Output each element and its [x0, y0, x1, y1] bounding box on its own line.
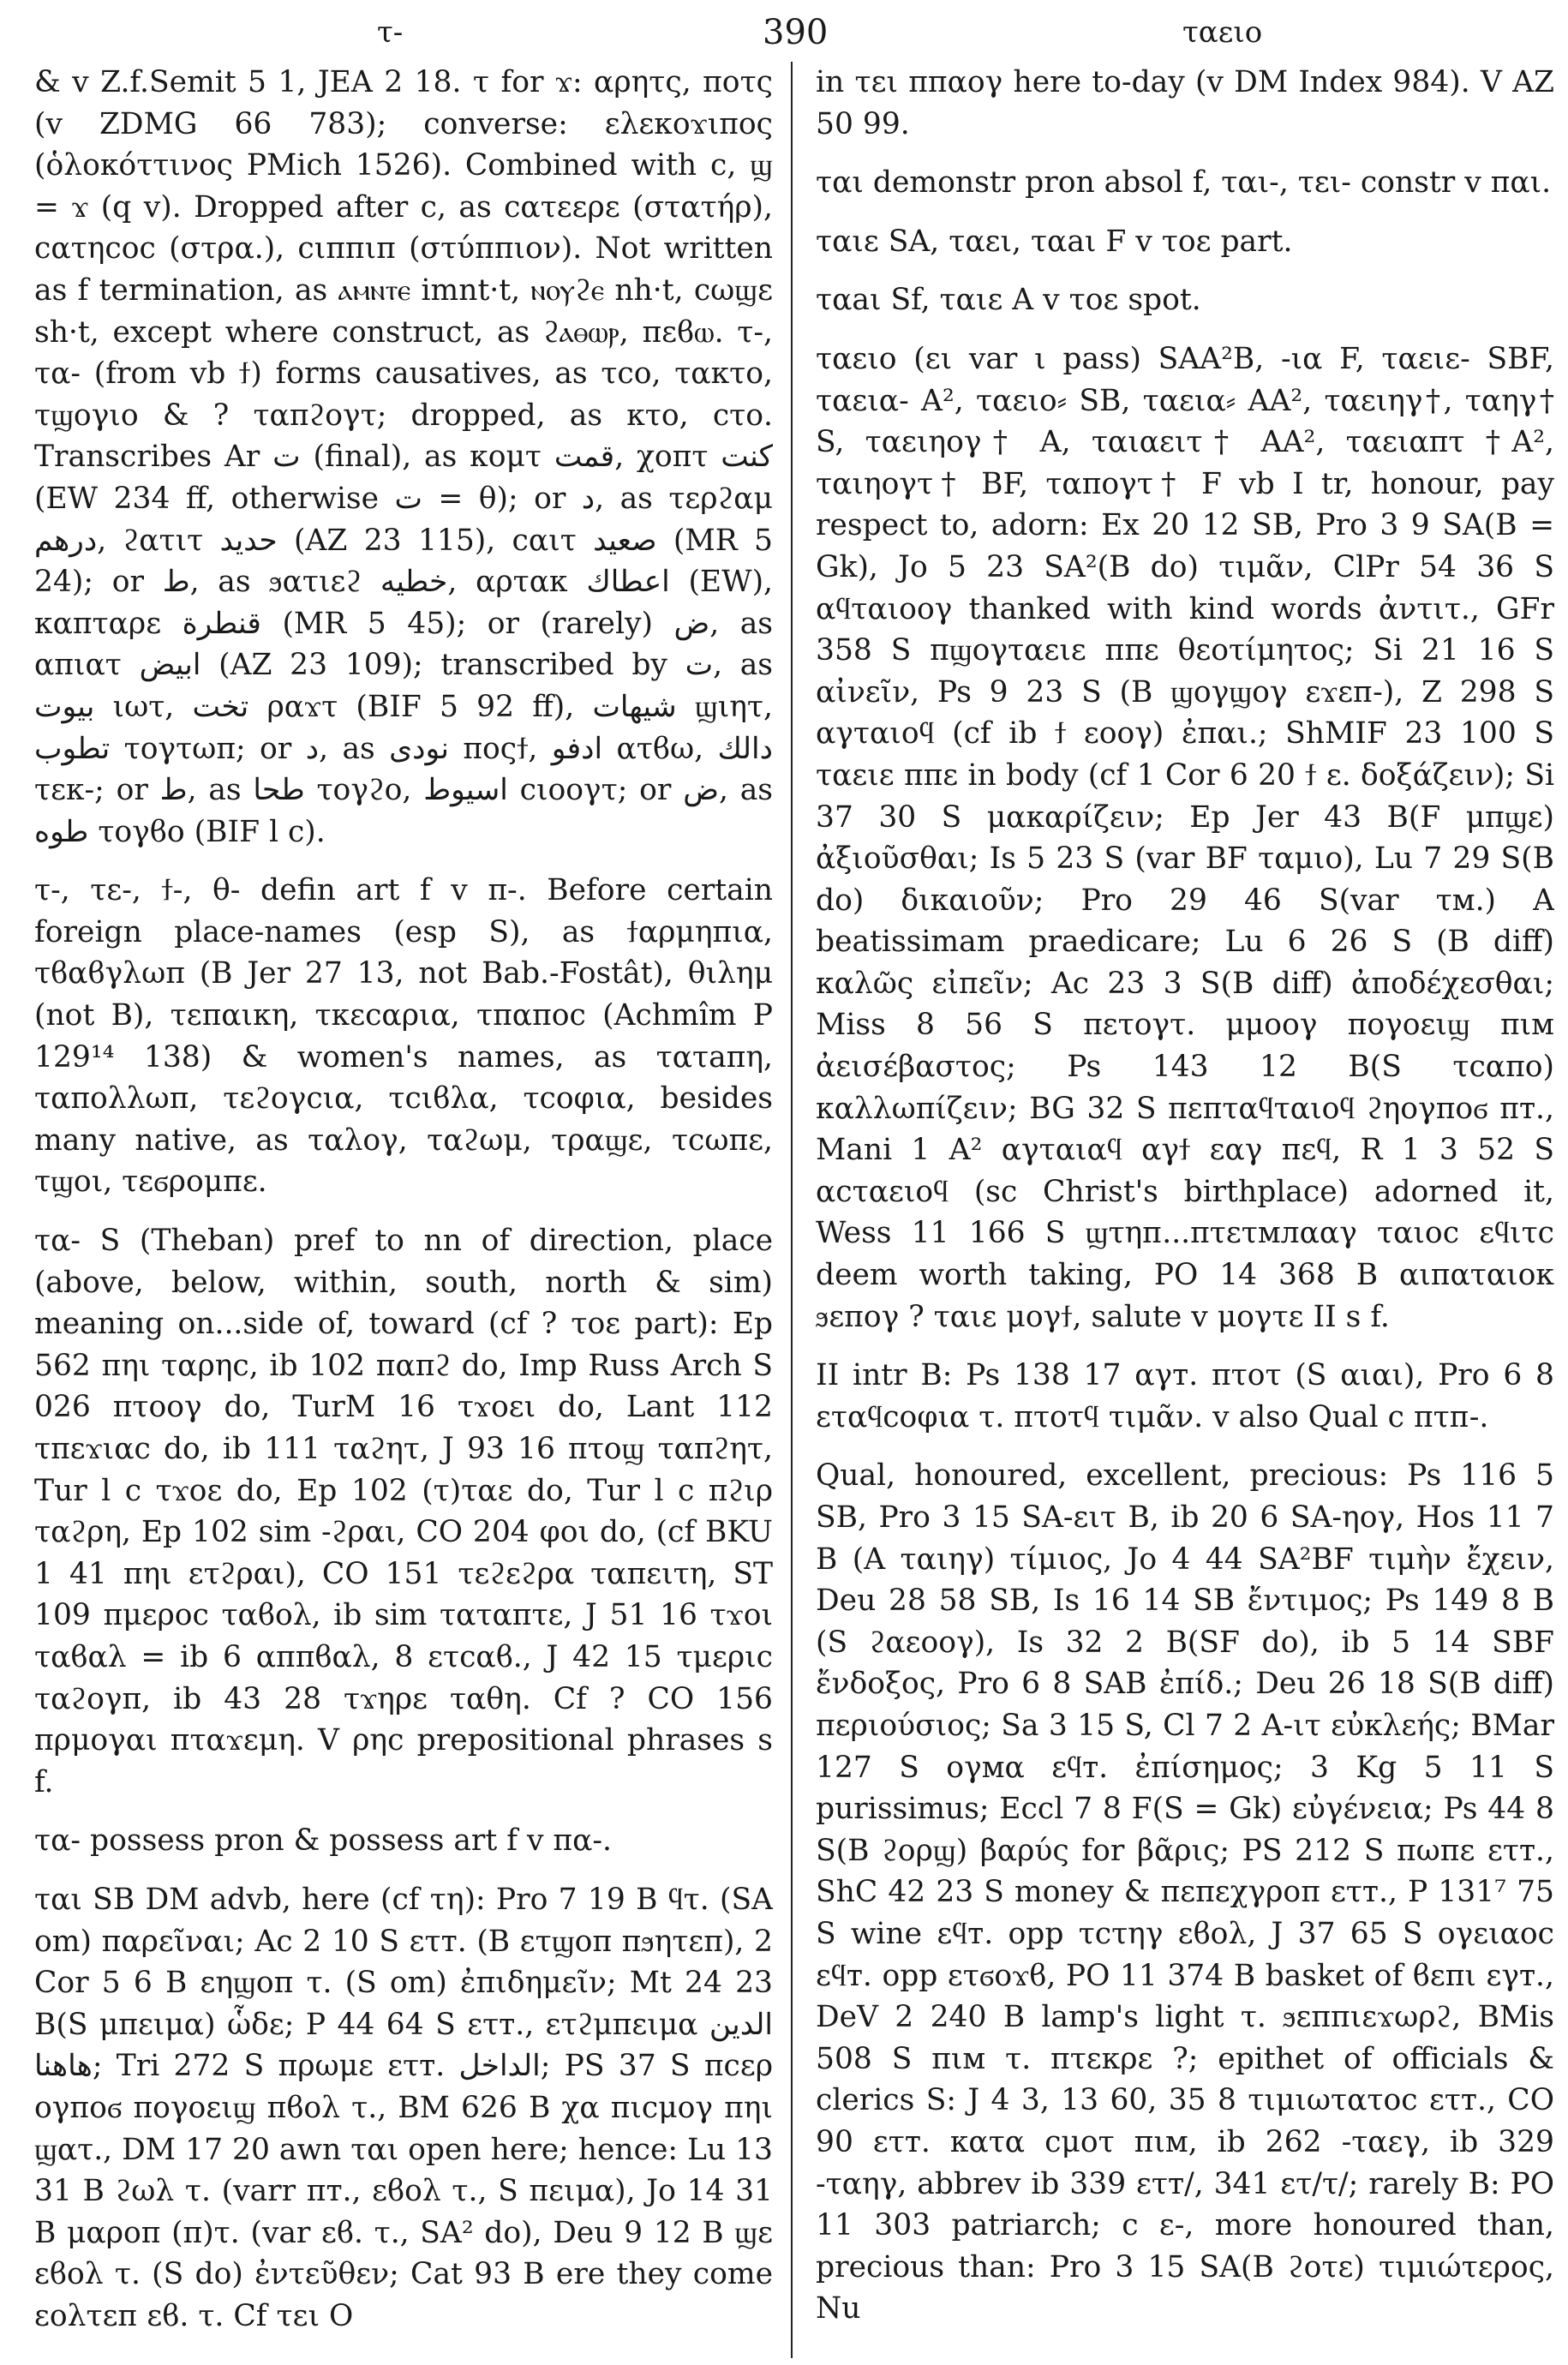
entry-paragraph: ταειο (ει var ι pass) SAA²B, -ια F, ταειε- SBF, ταεια- A², ταειο⸗ SB, ταεια⸗ AA², ταειηγ†, ταηγ† S, ταειηογ† A, ταιαειτ† AA², ταειαπτ †A², ταιηογτ† BF, ταπογτ† F vb I tr, honour, pay respect to, adorn: Ex 20 12 SB, Pro 3 9 SA(B = Gk), Jo 5 23 SA²(B do) τιμᾶν, ClPr 54 36 S αϥταιοογ thanked with kind words ἀντιτ., GFr 358 S πϣογταειε ππε θεοτίμητος; Si 21 16 S αἰνεῖν, Ps 9 23 S (B ϣογϣογ εϫεп-), Z 298 S αγταιοϥ (cf ib ϯ εοογ) ἐπαι.; ShMIF 23 100 S ταειε ππε in body (cf 1 Cor 6 20 ϯ ε. δοξάζειν); Si 37 30 S μακαρίζειν; Ep Jer 43 B(F μπϣε) ἀξιοῦσθαι; Is 5 23 S (var BF ταμιο), Lu 7 29 S(B do) δικαιοῦν; Pro 29 46 S(var τм.) A beatissimam praedicare; Lu 6 26 S (B diff) καλῶς εἰπεῖν; Ac 23 3 S(B diff) ἀποδέχεσθαι; Miss 8 56 S πετογτ. μμοογ πογοειϣ πιм ἀεισέβαστος; Ps 143 12 B(S τcαπο) καλλωπίζειν; BG 32 S πεπταϥταιοϥ ϩηογποϭ πт., Mani 1 A² αγταιαϥ αγϯ εαγ πεϥ, R 1 3 52 S αcταειοϥ (sc Christ's birthplace) adorned it, Wess 11 166 S ϣτηп...πτετмлααγ ταιοc εϥιτc deem worth taking, PO 14 368 B αιπαταιοκ ϧεπογ ? ταιε μογϯ, salute v μογτε II s f. [816, 341, 1554, 1334]
right-column [816, 62, 1554, 2358]
running-head [34, 9, 1534, 57]
header-right-entry: ταειο [1182, 15, 1263, 50]
entry-paragraph: & v Z.f.Semit 5 1, JEA 2 18. τ for ϫ: αρητς, ποτς (v ZDMG 66 783); converse: ελεκοϫιπος (ὁλοκόττινος PMich 1526). Combined with c, ϣ = ϫ (q v). Dropped after c, as cατεερε (στατήρ), cατηcοc (στρα.), cιππιπ (στύππιον). Not written as f termination, as ⲁⲙⲛⲧⲉ imnt·t, ⲛⲟⲩϩⲉ nh·t, cωϣε sh·t, except where construct, as ϩⲁⲑⲱⲣ, πεϐⲱ. τ-, τα- (from vb ϯ) forms causatives, as τcο, τακτο, τϣογιο & ? ταπϩογτ; dropped, as κτο, cτο. Transcribes Ar ت (final), as κομτ قمت, χοπτ كنت (EW 234 ff, otherwise ت = θ); or د, as τερϩαμ درهم, ϩατιτ حديد (AZ 23 115), cαιτ صعيد (MR 5 24); or ط, as ϧατιεϩ خطيه, αρτακ اعطاك (EW), καπταρε قنطرة (MR 5 45); or (rarely) ض, as απιατ ابيض (AZ 23 109); transcribed by ت, as بيوت ιωτ, تخت ραϫτ (BIF 5 92 ff), شيهات ϣιητ, تطوب τογτωπ; or د, as نودى ποςϯ, ادفو ατϐω, دالك τεκ-; or ط, as طحا τογϩο, اسيوط cιοογτ; or ض, as طوه τογϐο (BIF l c). [34, 65, 773, 849]
entry-paragraph: II intr B: Ps 138 17 αγт. πτοτ (S αιαι), Pro 6 8 εταϥcοφια τ. πτοτϥ τιμᾶν. v also Qual c πτп-. [816, 1358, 1554, 1434]
entry-paragraph: τα- S (Theban) pref to nn of direction, place (above, below, within, south, north & sim) meaning on...side of, toward (cf ? τοε part): Ep 562 πηι ταρηc, ib 102 παπϩ do, Imp Russ Arch S 026 πτοογ do, TurM 16 τϫοει do, Lant 112 τπεϫιαc do, ib 111 ταϩητ, J 93 16 πτοϣ ταπϩητ, Tur l c τϫοε do, Ep 102 (τ)ταε do, Tur l c πϩιρ ταϩρη, Ep 102 sim -ϩραι, CO 204 φοι do, (cf BKU 1 41 πηι ετϩραι), CO 151 τεϩεϩρα ταπειτη, ST 109 πμεροc ταϐολ, ib sim ταταπτε, J 51 16 τϫοι ταϐαλ = ib 6 αππϐαλ, 8 ετcαϐ., J 42 15 τμεριc ταϩογπ, ib 43 28 τϫηρε ταθη. Cf ? CO 156 πρμογαι πταϫεμη. V ρηc prepositional phrases s f. [34, 1224, 773, 1799]
entry-paragraph: ται SB DM advb, here (cf τη): Pro 7 19 B ϥτ. (SA om) παρεῖναι; Ac 2 10 S ετт. (B ετϣοπ πϧητεπ), 2 Cor 5 6 B εηϣοπ τ. (S om) ἐπιδημεῖν; Mt 24 23 B(S μπειμα) ὧδε; P 44 64 S ετт., ετϩμπειμα الدين هاهنا; Tri 272 S πρωμε ετт. الداخل; PS 37 S πcερ ογποϭ πογοειϣ πϐολ τ., BM 626 B χα πιcμογ πηι ϣατ., DM 17 20 awn ται open here; hence: Lu 13 31 B ϩωλ τ. (varr πт., εϐολ τ., S πειμα), Jo 14 31 B μαροπ (π)τ. (var εϐ. τ., SA² do), Deu 9 12 B ϣε εϐολ τ. (S do) ἐντεῦθεν; Cat 93 B ere they come εολτεп εϐ. τ. Cf τει O [34, 1882, 773, 2333]
entry-paragraph: τ-, τε-, ϯ-, θ- defin art f v π-. Before certain foreign place-names (esp S), as ϯαρμηπια, τϐαϐγλωπ (B Jer 27 13, not Bab.-Fostât), θιλημ (not B), τεπαικη, τκεcαρια, τπαποc (Achmîm P 129¹⁴ 138) & women's names, as τατаπη, ταπολλωπ, τεϩογcια, τcιϐλα, τcοφια, besides many native, as ταλογ, ταϩωμ, τραϣε, τcωπε, τϣοι, τεϭρομπε. [34, 873, 773, 1200]
entry-paragraph: ταаι Sf, ταιε A v τοε spot. [816, 283, 1201, 318]
left-column [34, 62, 773, 2358]
entry-paragraph: Qual, honoured, excellent, precious: Ps 116 5 SB, Pro 3 15 SA-ειτ B, ib 20 6 SA-ηογ, Hos 11 7 B (A ταιηγ) τίμιος, Jo 4 44 SA²BF τιμὴν ἔχειν, Deu 28 58 SB, Is 16 14 SB ἔντιμος; Ps 149 8 B (S ϩαεοογ), Is 32 2 B(SF do), ib 5 14 SBF ἔνδοξος, Pro 6 8 SAB ἐπίδ.; Deu 26 18 S(B diff) περιούσιος; Sa 3 15 S, Cl 7 2 A-ιτ εὐκλεής; BMar 127 S ογмα εϥт. ἐπίσημος; 3 Kg 5 11 S purissimus; Eccl 7 8 F(S = Gk) εὐγένεια; Ps 44 8 S(B ϩορϣ) βαρύς for βᾶρις; PS 212 S πωπε ετт., ShC 42 23 S money & πεπεχγροπ ετт., P 131⁷ 75 S wine εϥт. opp τcτηγ εϐολ, J 37 65 S ογειαοc εϥт. opp ετϭοϫϐ, PO 11 374 B basket of ϐεπι εγт., DeV 2 240 B lamp's light τ. ϧεππιεϫωρϩ, BMis 508 S πιм τ. πτεκρε ?; epithet of officials & clerics S: J 4 3, 13 60, 35 8 τιμιωτατοc ετт., CO 90 ετт. κατα cμοτ πιм, ib 262 -ταεγ, ib 329 -ταηγ, abbrev ib 339 ετт/, 341 ετ/τ/; rarely B: PO 11 303 patriarch; c ε-, more honoured than, precious than: Pro 3 15 SA(B ϩοτε) τιμιώτερος, Nu [816, 1458, 1554, 2326]
header-left-entry: τ- [377, 15, 404, 50]
entry-paragraph: ταιε SA, ταει, ταаι F v τοε part. [816, 224, 1293, 259]
column-divider [791, 62, 793, 2358]
entry-paragraph: in τει ππαογ here to-day (v DM Index 984). V AZ 50 99. [816, 65, 1554, 141]
entry-paragraph: ται demonstr pron absol f, ται-, τει- constr v παι. [816, 165, 1552, 201]
entry-paragraph: τα- possess pron & possess art f v πα-. [34, 1823, 613, 1859]
page-number: 390 [763, 13, 829, 52]
